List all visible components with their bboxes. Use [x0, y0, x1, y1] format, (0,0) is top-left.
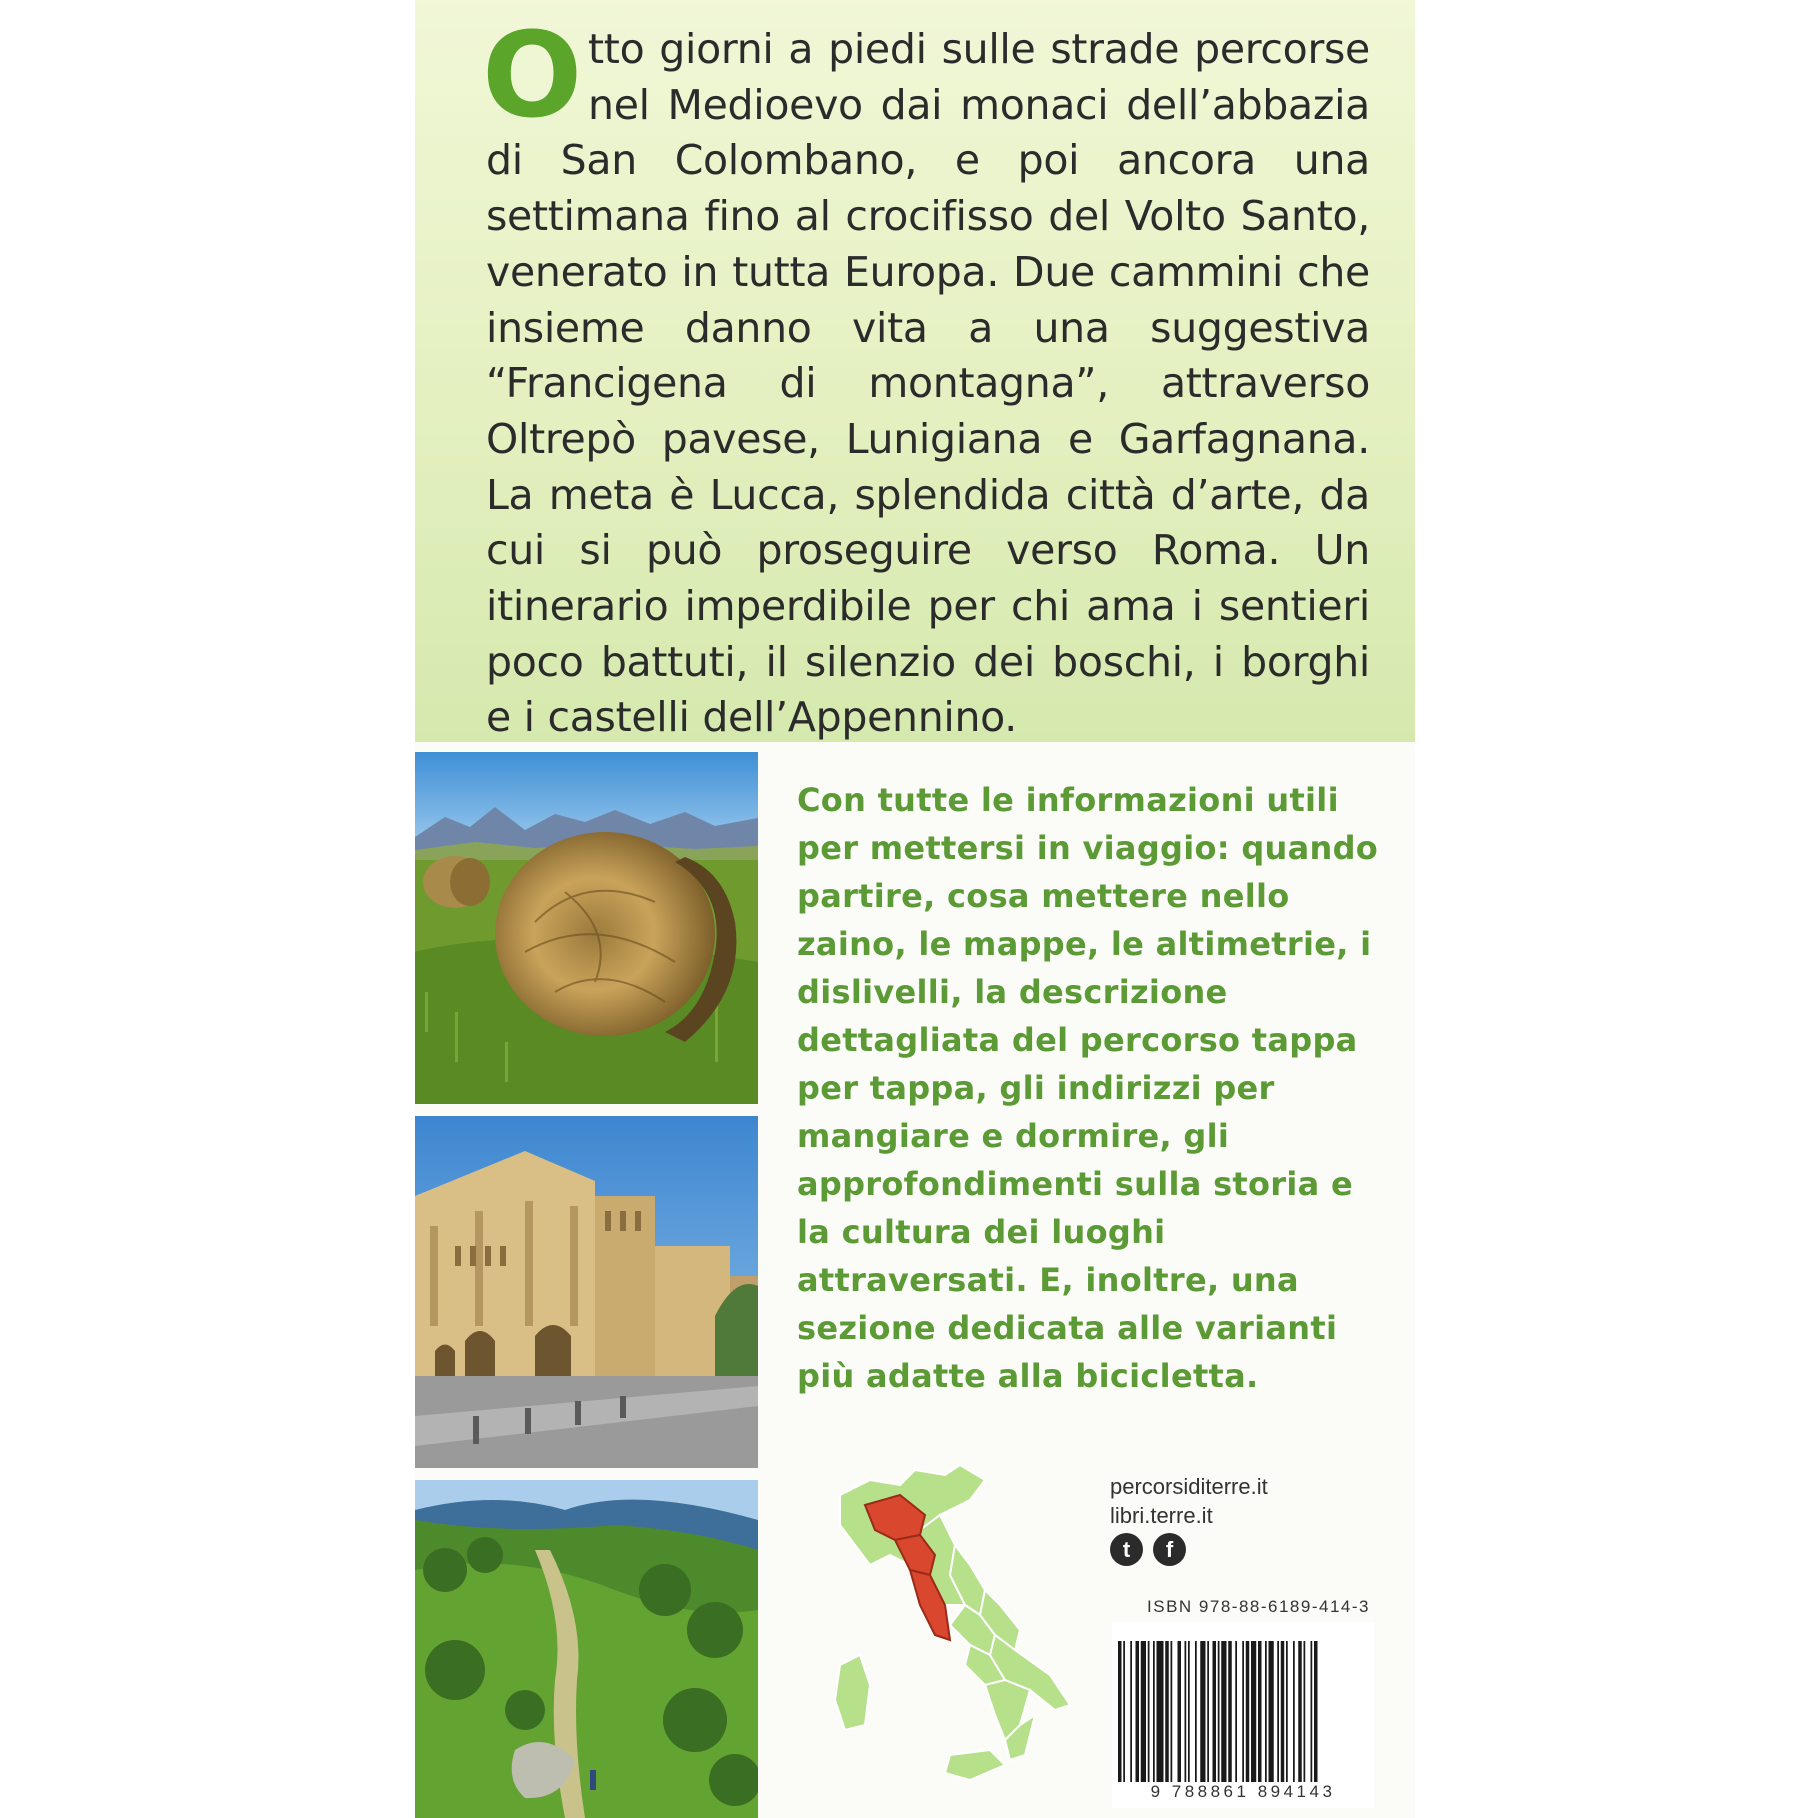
site-link-libri-terre[interactable]: libri.terre.it — [1110, 1503, 1213, 1528]
barcode-bar — [1242, 1641, 1244, 1789]
features-text: Con tutte le informazioni utili per mettersi in viaggio: quando partire, cosa mettere nello zaino, le mappe, le altimetrie, i dislivelli, la descrizione dettagliata del percorso tappa per tappa, gli indirizzi per mangiare e dormire, gli approfondimenti sulla storia e la cultura dei luoghi attraversati. E, inoltre, una sezione dedicata alle varianti più adatte alla bicicletta. — [797, 781, 1379, 1395]
facebook-icon[interactable]: f — [1153, 1533, 1186, 1566]
barcode-bar — [1246, 1641, 1250, 1789]
barcode-bar — [1221, 1641, 1226, 1789]
book-back-cover — [415, 0, 1415, 1818]
barcode-bar — [1218, 1641, 1220, 1789]
barcode-bar — [1188, 1641, 1190, 1789]
drop-cap: O — [482, 6, 583, 144]
barcode-bar — [1235, 1641, 1237, 1789]
barcode-bar — [1258, 1641, 1262, 1789]
barcode-bar — [1123, 1641, 1125, 1789]
barcode-digits: 9 788861 894143 — [1112, 1782, 1374, 1802]
barcode-bar — [1165, 1641, 1169, 1789]
barcode-bar — [1195, 1641, 1197, 1789]
isbn-label: ISBN 978-88-6189-414-3 — [1147, 1597, 1370, 1616]
barcode-bar — [1269, 1641, 1274, 1789]
barcode-bar — [1281, 1641, 1285, 1789]
barcode-bar — [1298, 1641, 1302, 1789]
barcode-bar — [1178, 1641, 1182, 1789]
barcode-bar — [1314, 1641, 1318, 1789]
social-icons — [1110, 1533, 1186, 1566]
barcode-bar — [1118, 1641, 1122, 1789]
barcode-bar — [1213, 1641, 1217, 1789]
hill-trail-photo — [415, 1480, 758, 1818]
barcode-bar — [1311, 1641, 1313, 1789]
barcode-bar — [1207, 1641, 1209, 1789]
church-photo — [415, 1116, 758, 1468]
site-link-percorsiditerre[interactable]: percorsiditerre.it — [1110, 1474, 1268, 1499]
barcode-bar — [1228, 1641, 1232, 1789]
hay-bale-photo — [415, 752, 758, 1104]
synopsis-body: tto giorni a piedi sulle strade percorse nel Medioevo dai monaci dell’abbazia di San Colombano, e poi ancora una settimana fino al crocifisso del Volto Santo, venerato in tutta Europa. Due cammini che insieme danno vita a una suggestiva “Francigena di montagna”, attraverso Oltrepò pavese, Lunigiana e Garfagnana. La meta è Lucca, splendida città d’arte, da cui si può proseguire verso Roma. Un itinerario imperdibile per chi ama i sentieri poco battuti, il silenzio dei boschi, i borghi e i castelli dell’Appennino. — [486, 25, 1370, 742]
barcode-bar — [1130, 1641, 1132, 1789]
barcode-bar — [1200, 1641, 1205, 1789]
barcode-bar — [1185, 1641, 1187, 1789]
barcode-bar — [1304, 1641, 1306, 1789]
barcode-bar — [1148, 1641, 1150, 1789]
barcode-bar — [1265, 1641, 1267, 1789]
barcode-bar — [1277, 1641, 1279, 1789]
barcode-bar — [1286, 1641, 1288, 1789]
barcode-bar — [1153, 1641, 1155, 1789]
barcode-bar — [1136, 1641, 1140, 1789]
barcode — [1112, 1622, 1374, 1808]
synopsis-panel — [415, 0, 1415, 742]
italy-route-map — [820, 1455, 1080, 1815]
synopsis-text — [482, 6, 1370, 746]
barcode-bar — [1251, 1641, 1256, 1789]
barcode-bar — [1157, 1641, 1164, 1789]
twitter-icon[interactable]: t — [1110, 1533, 1143, 1566]
barcode-bar — [1293, 1641, 1295, 1789]
barcode-bar — [1141, 1641, 1146, 1789]
website-links — [1110, 1472, 1268, 1530]
barcode-bar — [1171, 1641, 1173, 1789]
